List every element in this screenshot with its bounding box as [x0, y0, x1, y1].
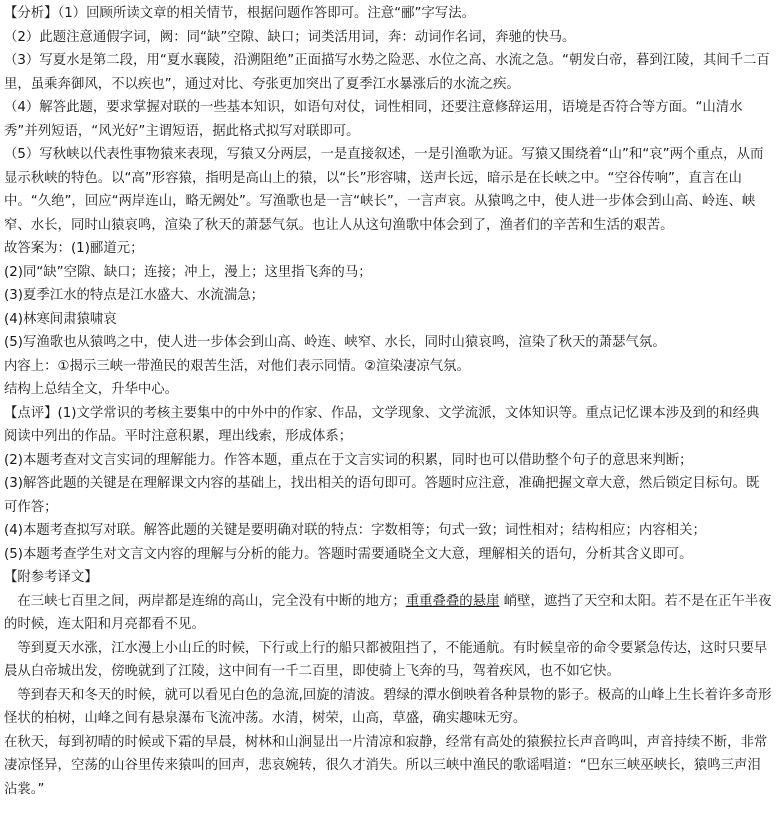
translation-paragraph-4: 在秋天，每到初晴的时候或下霜的早晨，树林和山涧显出一片清凉和寂静，经常有高处的猿猴拉长声音鸣叫，声音持续不断，非常凄凉怪异，空荡的山谷里传来猿叫的回声，悲哀婉转，很久才消失。所以三峡中渔民的歌谣唱道：“巴东三峡巫峡长，猿鸣三声泪沾裳。” [4, 734, 768, 797]
answer-5: (5)写渔歌也从猿鸣之中，使人进一步体会到山高、岭连、峡窄、水长，同时山猿哀鸣，渲染了秋天的萧瑟气氛。 [4, 335, 666, 350]
translation-paragraph-2: 等到夏天水涨，江水漫上小山丘的时候，下行或上行的船只都被阻挡了，不能通航。有时候皇帝的命令要紧急传达，这时只要早晨从白帝城出发，傍晚就到了江陵，这中间有一千二百里，即使骑上飞奔的马，驾着疾风，也不如它快。 [4, 640, 768, 679]
translation-1-post: 峭壁，遮挡了天空和太阳。若不是在正午半夜的时候，连太阳和月亮都看不见。 [4, 593, 772, 632]
analysis-heading-paragraph: 【分析】（1）回顾所读文章的相关情节，根据问题作答即可。注意“郦”字写法。 [4, 6, 475, 21]
comment-1: 【点评】(1)文学常识的考核主要集中的中外中的作家、作品，文学现象、文学流派，文体知识等。重点记忆课本涉及到的和经典阅读中列出的作品。平时注意积累，理出线索，形成体系； [4, 405, 760, 444]
comment-5: (5)本题考查学生对文言文内容的理解与分析的能力。答题时需要通晓全文大意，理解相关的语句，分析其含义即可。 [4, 546, 693, 562]
comment-2: (2)本题考查对文言实词的理解能力。作答本题，重点在于文言实词的积累，同时也可以借助整个句子的意思来判断； [4, 452, 693, 468]
answer-4: (4)林寒间肃猿啸哀 [4, 311, 117, 327]
comment-section [4, 402, 772, 567]
answer-content: 内容上：①揭示三峡一带渔民的艰苦生活，对他们表示同情。②渲染凄凉气氛。 [4, 358, 470, 374]
translation-1-underlined: 重重叠叠的悬崖 [405, 593, 500, 609]
answer-2: (2)同“缺”空隙、缺口；连接；冲上，漫上；这里指飞奔的马； [4, 264, 372, 280]
answer-intro: 故答案为：(1)郦道元； [4, 241, 144, 256]
translation-paragraph-1 [4, 590, 772, 637]
answer-structure: 结构上总结全文，升华中心。 [4, 382, 179, 397]
translation-header: 【附参考译文】 [4, 570, 98, 585]
analysis-section [4, 2, 772, 237]
comment-4: (4)本题考查拟写对联。解答此题的关键是要明确对联的特点：字数相等；句式一致；词性相对；结构相应；内容相关； [4, 523, 706, 538]
analysis-paragraph-2: （2）此题注意通假字词，阙：同“缺”空隙、缺口；词类活用词，奔：动词作名词，奔驰的快马。 [4, 29, 576, 45]
analysis-paragraph-4: （4）解答此题，要求掌握对联的一些基本知识，如语句对仗，词性相同，还要注意修辞运用，语境是否符合等方面。“山清水秀”并列短语，“风光好”主谓短语，据此格式拟写对联即可。 [4, 100, 743, 139]
answer-3: (3)夏季江水的特点是江水盛大、水流湍急； [4, 288, 264, 303]
analysis-paragraph-5: （5）写秋峡以代表性事物猿来表现，写猿又分两层，一是直接叙述，一是引渔歌为证。写猿又围绕着“山”和“哀”两个重点，从而显示秋峡的特色。以“高”形容猿，指明是高山上的猿，以“长”形容啸，送声长远，暗示是在长峡之中。“空谷传响”，直言在山中。“久绝”，回应“两岸连山，略无阙处”。写渔歌也是一言“峡长”，一言声哀。从猿鸣之中，使人进一步体会到山高、岭连、峡窄、水长，同时山猿哀鸣，渲染了秋天的萧瑟气氛。也让人从这句渔歌中体会到了，渔者们的辛苦和生活的艰苦。 [4, 147, 764, 233]
comment-3: (3)解答此题的关键是在理解课文内容的基础上，找出相关的语句即可。答题时应注意，准确把握文章大意，然后锁定目标句。既可作答； [4, 476, 760, 515]
answers-section [4, 237, 772, 402]
translation-1-pre: 在三峡七百里之间，两岸都是连绵的高山，完全没有中断的地方； [17, 593, 406, 609]
analysis-paragraph-3: （3）写夏水是第二段，用“夏水襄陵，沿溯阻绝”正面描写水势之险恶、水位之高、水流之急。“朝发白帝，暮到江陵，其间千二百里，虽乘奔御风，不以疾也”，通过对比、夸张更加突出了夏季江水暴涨后的水流之疾。 [4, 53, 770, 92]
translation-paragraph-3: 等到春天和冬天的时候，就可以看见白色的急流,回旋的清波。碧绿的潭水倒映着各种景物的影子。极高的山峰上生长着许多奇形怪状的柏树，山峰之间有悬泉瀑布飞流冲荡。水清，树荣，山高，草盛，确实趣味无穷。 [4, 687, 772, 726]
translation-section [4, 566, 772, 801]
